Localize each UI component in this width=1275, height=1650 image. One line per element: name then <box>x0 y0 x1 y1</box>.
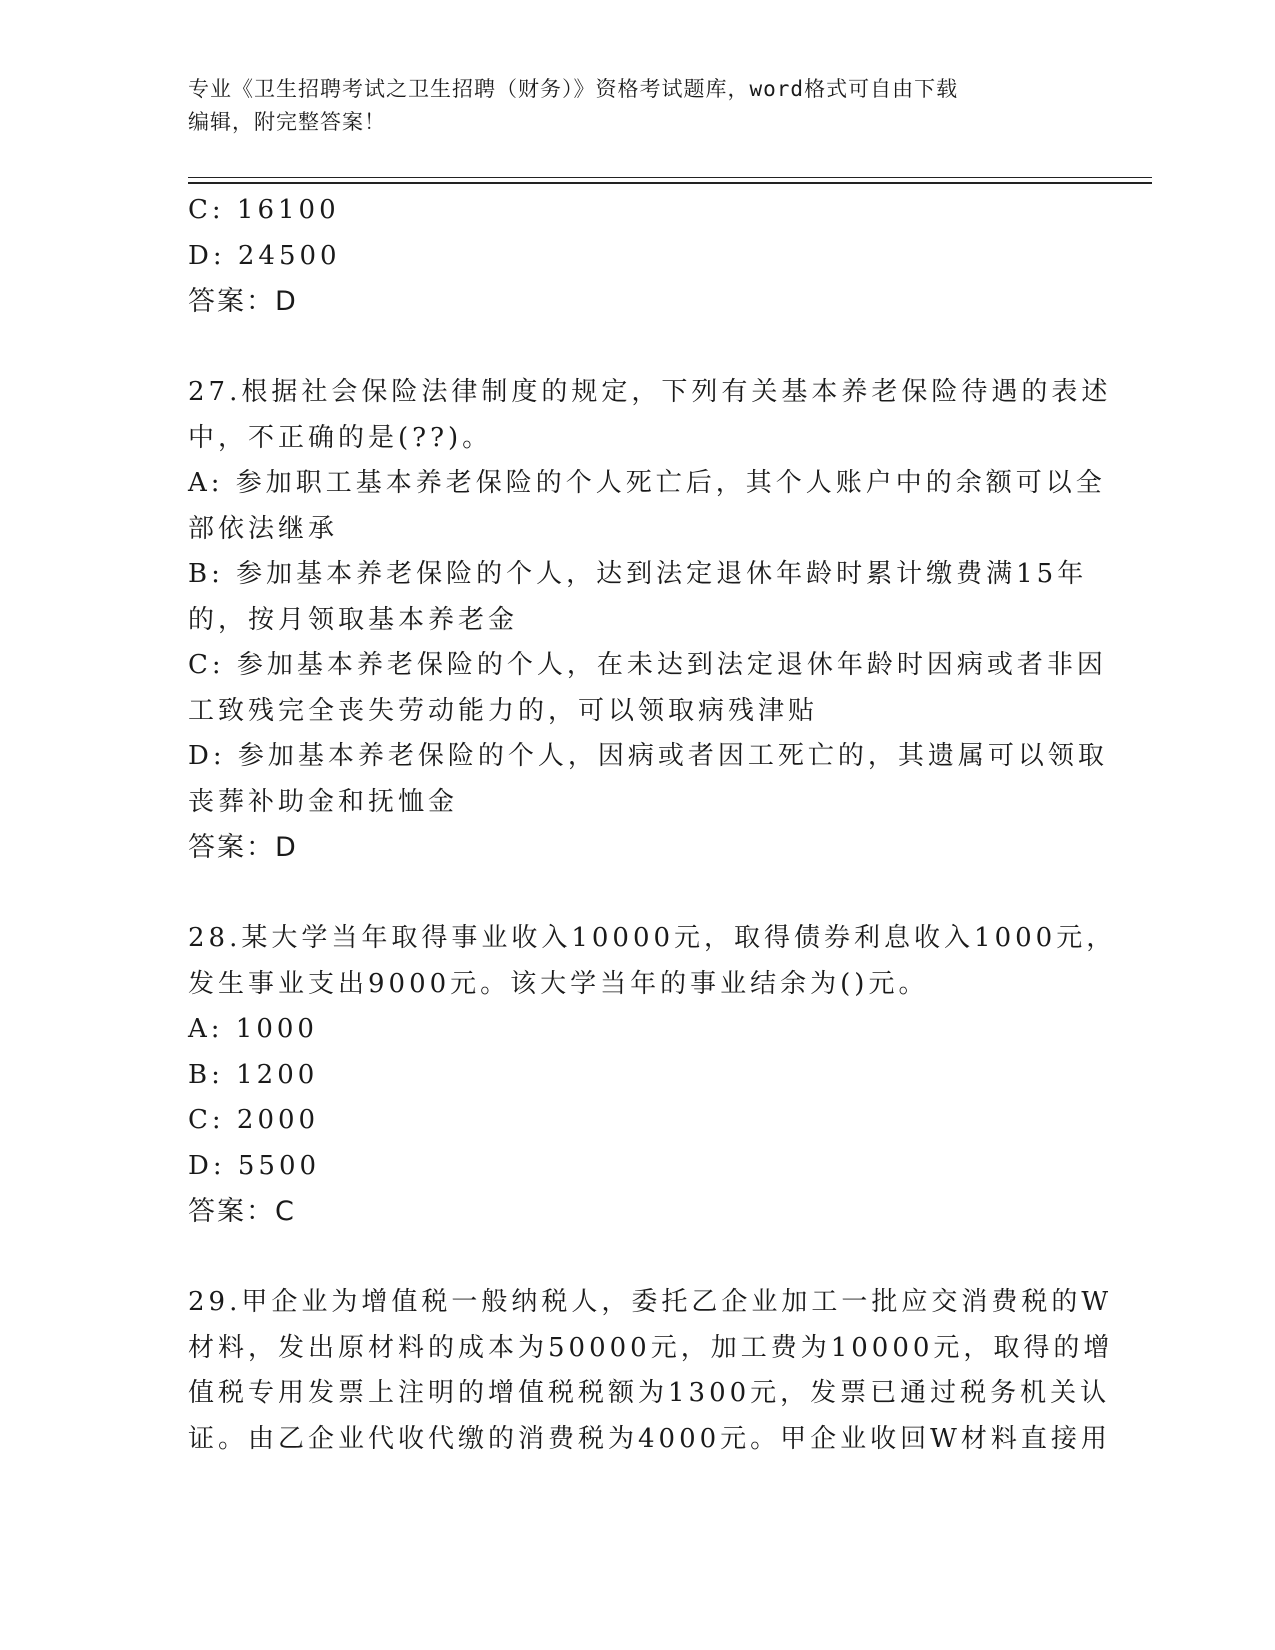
header-divider <box>188 177 1152 178</box>
question-28-option-b: B: 1200 <box>188 1059 319 1090</box>
question-list <box>188 188 1117 1462</box>
header-line-2: 编辑，附完整答案！ <box>188 110 386 134</box>
question-27-option-a-cont: 部依法继承 <box>188 513 339 544</box>
question-29-stem-cont-1: 材料，发出原材料的成本为50000元，加工费为10000元，取得的增 <box>188 1332 1114 1363</box>
question-27-stem-cont: 中，不正确的是(??)。 <box>188 422 493 453</box>
spacer <box>188 325 1068 371</box>
question-27-option-a: A: 参加职工基本养老保险的个人死亡后，其个人账户中的余额可以全 <box>188 468 1106 498</box>
question-29-stem-cont-3: 证。由乙企业代收代缴的消费税为4000元。甲企业收回W材料直接用 <box>188 1423 1111 1454</box>
question-27-option-b: B: 参加基本养老保险的个人，达到法定退休年龄时累计缴费满15年 <box>188 559 1088 589</box>
question-28-option-d: D: 5500 <box>188 1150 321 1181</box>
question-27-option-d: D: 参加基本养老保险的个人，因病或者因工死亡的，其遗属可以领取 <box>188 741 1108 771</box>
question-27-stem: 27.根据社会保险法律制度的规定，下列有关基本养老保险待遇的表述 <box>188 377 1112 407</box>
option-c: C: 16100 <box>188 195 340 225</box>
question-28-option-a: A: 1000 <box>188 1014 318 1044</box>
option-d: D: 24500 <box>188 240 341 271</box>
question-27-answer: 答案：D <box>188 832 298 863</box>
question-28-answer: 答案：C <box>188 1196 296 1227</box>
question-27-option-d-cont: 丧葬补助金和抚恤金 <box>188 786 459 817</box>
question-27-option-c: C: 参加基本养老保险的个人，在未达到法定退休年龄时因病或者非因 <box>188 650 1107 680</box>
question-29-stem: 29.甲企业为增值税一般纳税人，委托乙企业加工一批应交消费税的W <box>188 1287 1113 1317</box>
header-divider-thick <box>188 182 1152 184</box>
header-line-1: 专业《卫生招聘考试之卫生招聘（财务）》资格考试题库，word格式可自由下载 <box>188 77 959 101</box>
answer-line: 答案：D <box>188 286 298 317</box>
document-header <box>188 73 1068 139</box>
question-27-option-b-cont: 的，按月领取基本养老金 <box>188 604 519 635</box>
question-28-option-c: C: 2000 <box>188 1105 320 1135</box>
question-27-option-c-cont: 工致残完全丧失劳动能力的，可以领取病残津贴 <box>188 695 819 726</box>
spacer <box>188 1235 1068 1281</box>
spacer <box>188 871 1068 917</box>
question-28-stem-cont: 发生事业支出9000元。该大学当年的事业结余为()元。 <box>188 968 929 999</box>
question-28-stem: 28.某大学当年取得事业收入10000元，取得债券利息收入1000元， <box>188 923 1117 953</box>
question-29-stem-cont-2: 值税专用发票上注明的增值税税额为1300元，发票已通过税务机关认 <box>188 1378 1111 1408</box>
